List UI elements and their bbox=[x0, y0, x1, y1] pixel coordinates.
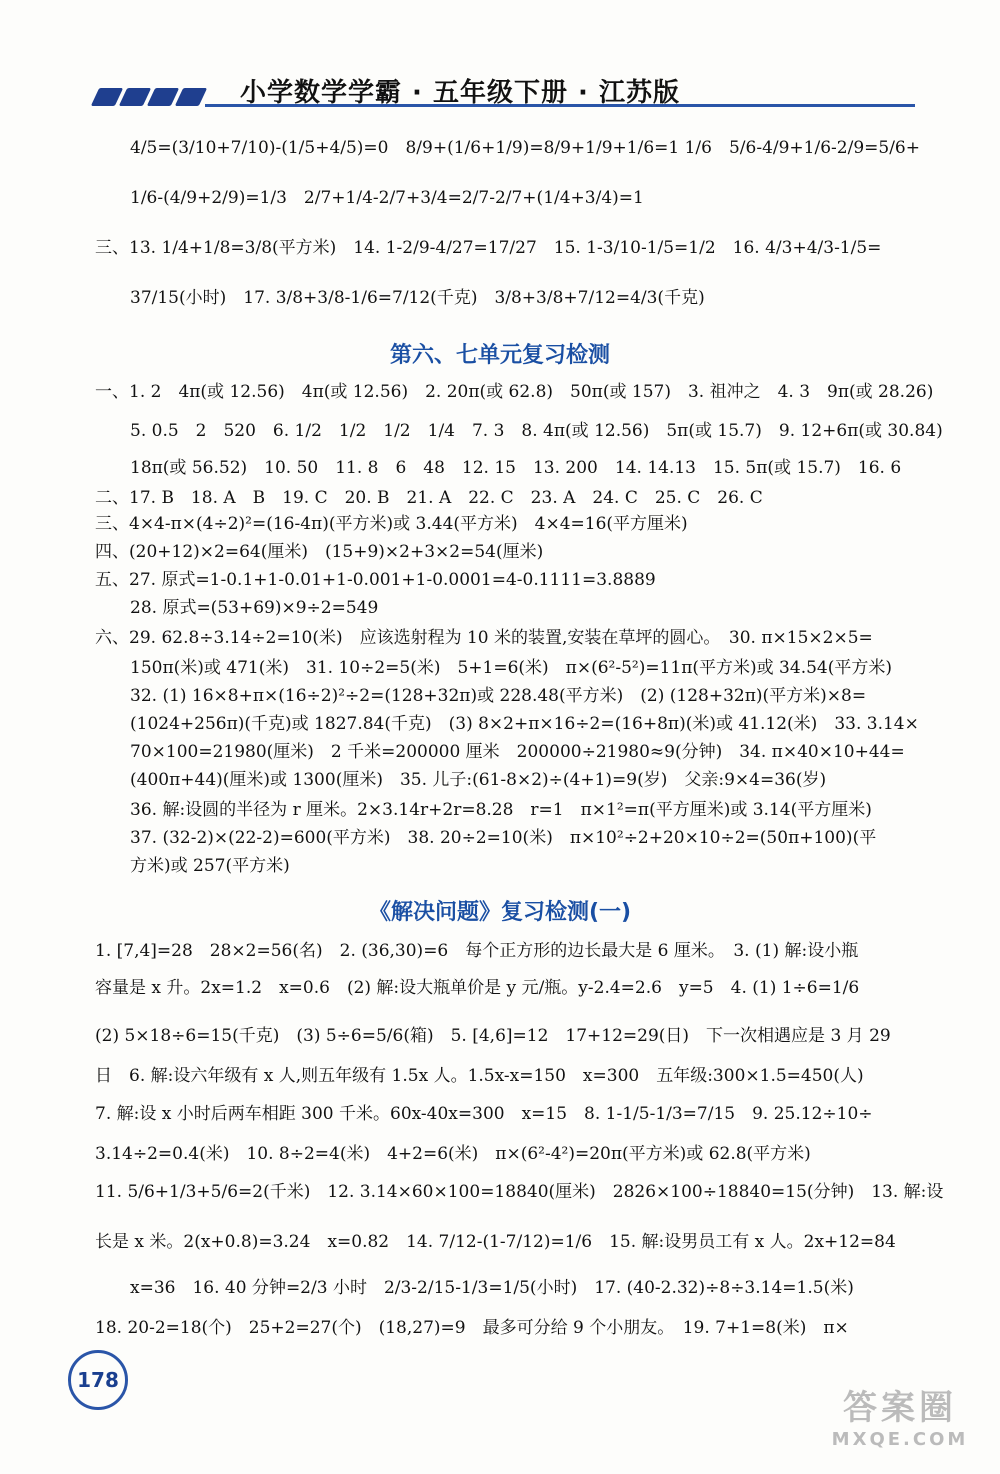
answer-line: 18π(或 56.52) 10. 50 11. 8 6 48 12. 15 13. 200 14. 14.13 15. 5π(或 15.7) 16. 6 bbox=[130, 458, 902, 478]
watermark-text: 答案圈 bbox=[843, 1388, 957, 1428]
answer-line: 18. 20-2=18(个) 25+2=27(个) (18,27)=9 最多可分给 9 个小朋友。 19. 7+1=8(米) π× bbox=[95, 1318, 849, 1338]
section-title: 《解决问题》复习检测(一) bbox=[368, 900, 632, 925]
header-stripes-icon bbox=[95, 88, 203, 106]
page-number: 178 bbox=[68, 1350, 128, 1410]
answer-line: 1/6-(4/9+2/9)=1/3 2/7+1/4-2/7+3/4=2/7-2/7+(1/4+3/4)=1 bbox=[130, 188, 644, 208]
answer-line: 37/15(小时) 17. 3/8+3/8-1/6=7/12(千克) 3/8+3/8+7/12=4/3(千克) bbox=[130, 288, 705, 308]
answer-line: 六、29. 62.8÷3.14÷2=10(米) 应该选射程为 10 米的装置,安装在草坪的圆心。 30. π×15×2×5= bbox=[95, 628, 873, 648]
watermark-url: MXQE.COM bbox=[831, 1429, 969, 1450]
answer-line: 长是 x 米。2(x+0.8)=3.24 x=0.82 14. 7/12-(1-7/12)=1/6 15. 解:设男员工有 x 人。2x+12=84 bbox=[95, 1232, 896, 1252]
answer-line: (1024+256π)(千克)或 1827.84(千克) (3) 8×2+π×16÷2=(16+8π)(米)或 41.12(米) 33. 3.14× bbox=[130, 714, 919, 734]
answer-line: 1. [7,4]=28 28×2=56(名) 2. (36,30)=6 每个正方形的边长最大是 6 厘米。 3. (1) 解:设小瓶 bbox=[95, 941, 859, 961]
answer-line: (2) 5×18÷6=15(千克) (3) 5÷6=5/6(箱) 5. [4,6]=12 17+12=29(日) 下一次相遇应是 3 月 29 bbox=[95, 1026, 891, 1046]
answer-line: (400π+44)(厘米)或 1300(厘米) 35. 儿子:(61-8×2)÷(4+1)=9(岁) 父亲:9×4=36(岁) bbox=[130, 770, 827, 790]
answer-line: 11. 5/6+1/3+5/6=2(千米) 12. 3.14×60×100=18840(厘米) 2826×100÷18840=15(分钟) 13. 解:设 bbox=[95, 1182, 944, 1202]
page-header bbox=[0, 0, 1000, 120]
answer-line: 150π(米)或 471(米) 31. 10÷2=5(米) 5+1=6(米) π×(6²-5²)=11π(平方米)或 34.54(平方米) bbox=[130, 658, 892, 678]
watermark-logo bbox=[820, 1380, 980, 1460]
answer-line: 3.14÷2=0.4(米) 10. 8÷2=4(米) 4+2=6(米) π×(6²-4²)=20π(平方米)或 62.8(平方米) bbox=[95, 1144, 811, 1164]
answer-line: 37. (32-2)×(22-2)=600(平方米) 38. 20÷2=10(米) π×10²÷2+20×10÷2=(50π+100)(平 bbox=[130, 828, 877, 848]
answer-line: 5. 0.5 2 520 6. 1/2 1/2 1/2 1/4 7. 3 8. 4π(或 12.56) 5π(或 15.7) 9. 12+6π(或 30.84) bbox=[130, 421, 943, 441]
section-title: 第六、七单元复习检测 bbox=[389, 343, 610, 368]
answer-line: 70×100=21980(厘米) 2 千米=200000 厘米 200000÷21980≈9(分钟) 34. π×40×10+44= bbox=[130, 742, 905, 762]
answer-line: 36. 解:设圆的半径为 r 厘米。2×3.14r+2r=8.28 r=1 π×1²=π(平方厘米)或 3.14(平方厘米) bbox=[130, 800, 872, 820]
answer-line: 7. 解:设 x 小时后两车相距 300 千米。60x-40x=300 x=15 8. 1-1/5-1/3=7/15 9. 25.12÷10÷ bbox=[95, 1104, 873, 1124]
answer-line: 28. 原式=(53+69)×9÷2=549 bbox=[130, 598, 379, 618]
answer-line: 方米)或 257(平方米) bbox=[130, 856, 290, 876]
answer-line: 三、4×4-π×(4÷2)²=(16-4π)(平方米)或 3.44(平方米) 4×4=16(平方厘米) bbox=[95, 514, 688, 534]
answer-line: 容量是 x 升。2x=1.2 x=0.6 (2) 解:设大瓶单价是 y 元/瓶。y-2.4=2.6 y=5 4. (1) 1÷6=1/6 bbox=[95, 978, 860, 998]
answer-line: 4/5=(3/10+7/10)-(1/5+4/5)=0 8/9+(1/6+1/9)=8/9+1/9+1/6=1 1/6 5/6-4/9+1/6-2/9=5/6+ bbox=[130, 138, 920, 158]
answer-line: 32. (1) 16×8+π×(16÷2)²÷2=(128+32π)或 228.48(平方米) (2) (128+32π)(平方米)×8= bbox=[130, 686, 867, 706]
answer-line: 五、27. 原式=1-0.1+1-0.01+1-0.001+1-0.0001=4-0.1111=3.8889 bbox=[95, 570, 656, 590]
answer-line: 四、(20+12)×2=64(厘米) (15+9)×2+3×2=54(厘米) bbox=[95, 542, 544, 562]
answer-line: 二、17. B 18. A B 19. C 20. B 21. A 22. C 23. A 24. C 25. C 26. C bbox=[95, 488, 763, 508]
answer-line: x=36 16. 40 分钟=2/3 小时 2/3-2/15-1/3=1/5(小时) 17. (40-2.32)÷8÷3.14=1.5(米) bbox=[130, 1278, 854, 1298]
answer-line: 一、1. 2 4π(或 12.56) 4π(或 12.56) 2. 20π(或 62.8) 50π(或 157) 3. 祖冲之 4. 3 9π(或 28.26) bbox=[95, 382, 934, 402]
book-title: 小学数学学霸 · 五年级下册 · 江苏版 bbox=[240, 78, 680, 108]
answer-line: 三、13. 1/4+1/8=3/8(平方米) 14. 1-2/9-4/27=17/27 15. 1-3/10-1/5=1/2 16. 4/3+4/3-1/5= bbox=[95, 238, 882, 258]
answer-line: 日 6. 解:设六年级有 x 人,则五年级有 1.5x 人。1.5x-x=150 x=300 五年级:300×1.5=450(人) bbox=[95, 1066, 864, 1086]
